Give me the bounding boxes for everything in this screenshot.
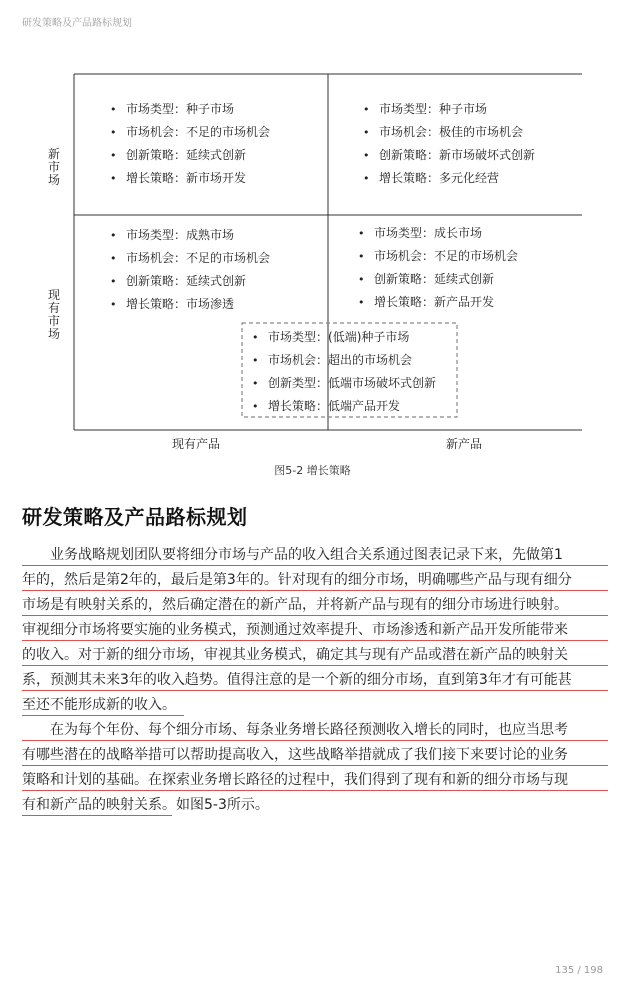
quadrant-bullet-item (252, 372, 436, 395)
bullet-value: 不足的市场机会 (186, 251, 271, 265)
bullet-key: 市场机会： (126, 251, 187, 265)
paragraph-line: 业务战略规划团队要将细分市场与产品的收入组合关系通过图表记录下来，先做第1 (22, 543, 608, 568)
quadrant-bullet-item (110, 293, 270, 316)
paragraph-line: 有和新产品的映射关系。如图5-3所示。 (22, 793, 608, 818)
bullet-key: 市场机会： (126, 125, 187, 139)
quadrant-bottom-right (358, 222, 518, 314)
quadrant-bullet-item (363, 98, 535, 121)
bullet-value: 延续式创新 (186, 274, 247, 288)
quadrant-bullet-item (358, 291, 518, 314)
bullet-value: 新产品开发 (434, 295, 495, 309)
bullet-value: 新市场开发 (186, 171, 247, 185)
bullet-key: 增长策略： (126, 171, 187, 185)
running-head: 研发策略及产品路标规划 (22, 18, 132, 29)
growth-strategy-figure (0, 62, 625, 462)
quadrant-bullet-item (252, 349, 436, 372)
page-number: 135 / 198 (555, 965, 603, 976)
quadrant-bullet-item (110, 247, 270, 270)
quadrant-bottom-left (110, 224, 270, 316)
bullet-key: 创新策略： (126, 274, 187, 288)
bullet-key: 市场机会： (374, 249, 435, 263)
quadrant-bullet-item (110, 270, 270, 293)
paragraph-line: 审视细分市场将要实施的业务模式，预测通过效率提升、市场渗透和新产品开发所能带来 (22, 618, 608, 643)
quadrant-bullet-item (110, 224, 270, 247)
bullet-key: 创新策略： (126, 148, 187, 162)
y-axis-new-market: 新市场 (47, 147, 60, 187)
quadrant-bullet-item (363, 167, 535, 190)
bullet-value: (低端)种子市场 (328, 330, 410, 344)
bullet-value: 不足的市场机会 (434, 249, 519, 263)
section-title: 研发策略及产品路标规划 (22, 505, 248, 529)
bullet-value: 成熟市场 (186, 228, 235, 242)
bullet-key: 创新类型： (268, 376, 329, 390)
paragraph-line: 的收入。对于新的细分市场，审视其业务模式，确定其与现有产品或潜在新产品的映射关 (22, 643, 608, 668)
body-paragraphs (22, 543, 608, 818)
bullet-value: 成长市场 (434, 226, 483, 240)
paragraph-line: 至还不能形成新的收入。 (22, 693, 608, 718)
x-axis-existing-product: 现有产品 (172, 437, 221, 451)
bullet-key: 增长策略： (379, 171, 440, 185)
bullet-key: 市场类型： (268, 330, 329, 344)
y-axis-existing-market: 现有市场 (47, 288, 60, 341)
bullet-key: 创新策略： (374, 272, 435, 286)
bullet-key: 市场类型： (379, 102, 440, 116)
quadrant-bullet-item (358, 245, 518, 268)
bullet-key: 增长策略： (268, 399, 329, 413)
bullet-key: 市场机会： (268, 353, 329, 367)
bullet-key: 增长策略： (374, 295, 435, 309)
bullet-value: 超出的市场机会 (328, 353, 413, 367)
quadrant-bullet-item (363, 121, 535, 144)
bullet-key: 创新策略： (379, 148, 440, 162)
paragraph-line: 年的，然后是第2年的，最后是第3年的。针对现有的细分市场，明确哪些产品与现有细分 (22, 568, 608, 593)
quadrant-bullet-item (358, 268, 518, 291)
paragraph-line: 系，预测其未来3年的收入趋势。值得注意的是一个新的细分市场，直到第3年才有可能甚 (22, 668, 608, 693)
bullet-value: 新市场破坏式创新 (439, 148, 536, 162)
paragraph-line: 市场是有映射关系的，然后确定潜在的新产品，并将新产品与现有的细分市场进行映射。 (22, 593, 608, 618)
bullet-key: 市场类型： (126, 228, 187, 242)
quadrant-dashed-box (252, 326, 436, 418)
quadrant-bullet-item (363, 144, 535, 167)
quadrant-bullet-item (110, 98, 270, 121)
bullet-key: 增长策略： (126, 297, 187, 311)
bullet-key: 市场类型： (126, 102, 187, 116)
paragraph-line: 策略和计划的基础。在探索业务增长路径的过程中，我们得到了现有和新的细分市场与现 (22, 768, 608, 793)
quadrant-bullet-item (110, 144, 270, 167)
quadrant-top-left (110, 98, 270, 190)
bullet-key: 市场机会： (379, 125, 440, 139)
bullet-value: 多元化经营 (439, 171, 500, 185)
bullet-key: 市场类型： (374, 226, 435, 240)
bullet-value: 种子市场 (439, 102, 488, 116)
paragraph-line: 有哪些潜在的战略举措可以帮助提高收入，这些战略举措就成了我们接下来要讨论的业务 (22, 743, 608, 768)
bullet-value: 不足的市场机会 (186, 125, 271, 139)
paragraph-line: 在为每个年份、每个细分市场、每条业务增长路径预测收入增长的同时，也应当思考 (22, 718, 608, 743)
bullet-value: 市场渗透 (186, 297, 235, 311)
quadrant-bullet-item (358, 222, 518, 245)
figure-caption: 图5-2 增长策略 (274, 464, 351, 477)
quadrant-bullet-item (252, 326, 436, 349)
bullet-value: 种子市场 (186, 102, 235, 116)
quadrant-bullet-item (110, 167, 270, 190)
x-axis-new-product: 新产品 (446, 437, 483, 451)
bullet-value: 低端市场破坏式创新 (328, 376, 437, 390)
quadrant-bullet-item (252, 395, 436, 418)
quadrant-top-right (363, 98, 535, 190)
bullet-value: 延续式创新 (434, 272, 495, 286)
bullet-value: 极佳的市场机会 (439, 125, 524, 139)
bullet-value: 延续式创新 (186, 148, 247, 162)
bullet-value: 低端产品开发 (328, 399, 401, 413)
quadrant-bullet-item (110, 121, 270, 144)
